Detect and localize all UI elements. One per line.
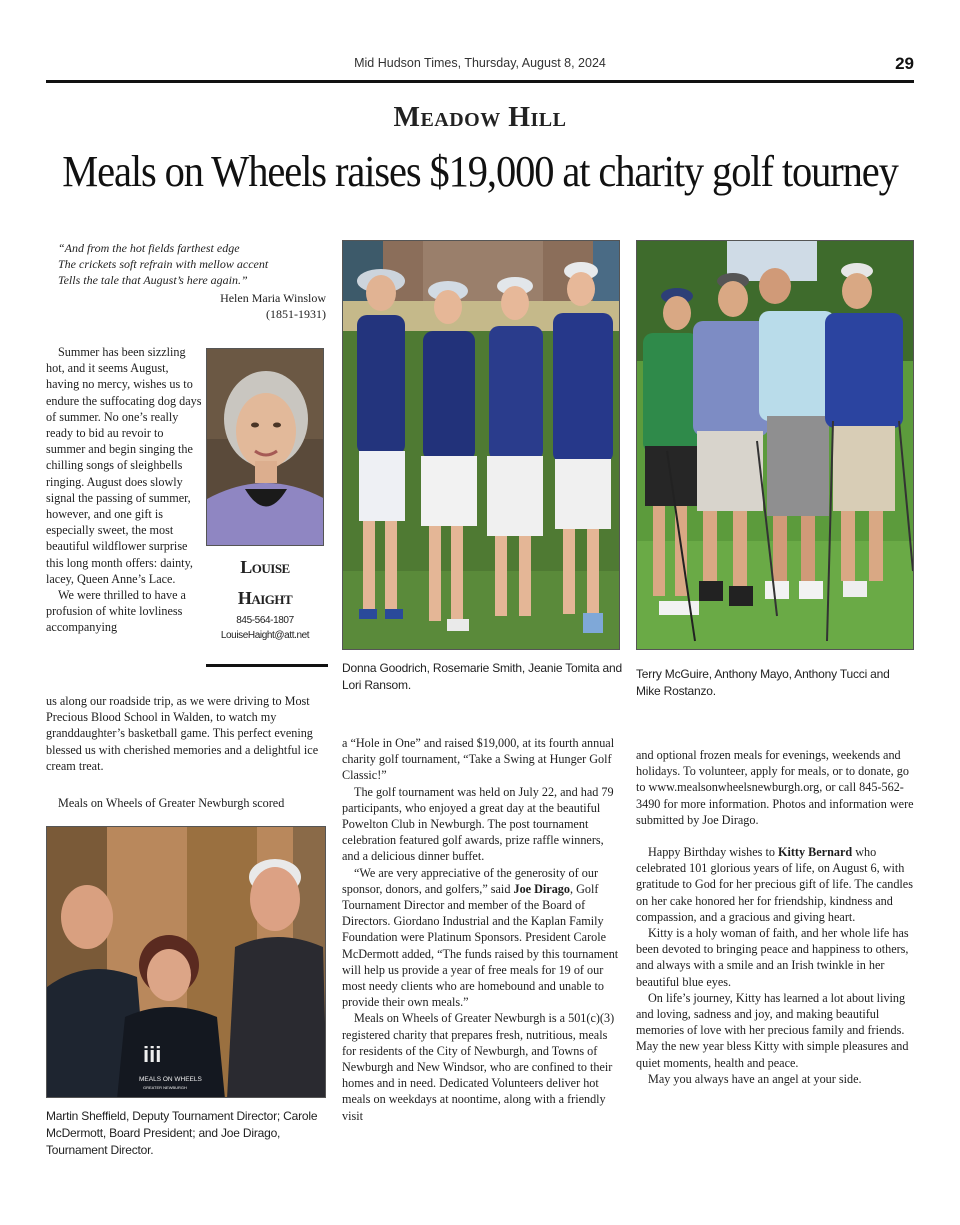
- epigraph-line: The crickets soft refrain with mellow accent: [58, 257, 269, 271]
- paragraph-gap: [636, 828, 914, 844]
- column3: [636, 747, 914, 1087]
- paragraph: [342, 865, 620, 1011]
- epigraph-line: Tells the tale that August’s here again.”: [58, 273, 248, 287]
- columnist-email[interactable]: LouiseHaight@att.net: [220, 630, 310, 641]
- epigraph: [58, 240, 326, 288]
- photo-women-golfers: [342, 240, 620, 650]
- column2: [342, 735, 620, 1124]
- paragraph: May you always have an angel at your side.: [648, 1071, 862, 1086]
- name-bold: Kitty Bernard: [778, 845, 853, 860]
- text: “We are very appreciative of the generosity of our sponsor, donors, and golfers,” said: [342, 865, 599, 896]
- caption-tournament-officials: Martin Sheffield, Deputy Tournament Director; Carole McDermott, Board President; and Joe Dirago, Tournament Director.: [46, 1109, 318, 1157]
- column1-lead: [46, 795, 326, 811]
- column1-wide: [46, 693, 326, 774]
- columnist-contact: [206, 613, 324, 643]
- caption-women-golfers: Donna Goodrich, Rosemarie Smith, Jeanie Tomita and Lori Ransom.: [342, 661, 622, 692]
- paragraph: We were thrilled to have a profusion of white lovliness accompanying: [46, 588, 186, 635]
- paragraph: and optional frozen meals for evenings, weekends and holidays. To volunteer, apply for meals, or to donate, go to www.mealsonwheelsnewburgh.org, or call 845-562-3490 for more information. Photos and information were submitted by Joe Dirago.: [636, 748, 914, 827]
- paragraph: Summer has been sizzling hot, and it seems August, having no mercy, wishes us to endure the suffocating dog days of summer. No one’s really ready to bid au revoir to summer and begin singing the chilling songs of sleighbells ringing. August does slowly signal the passing of summer, however, and one gift is especially sweet, the most beautiful wildflower surprise this long month offers: dainty, lacey, Queen Anne’s Lace.: [46, 345, 202, 586]
- epigraph-attribution: [60, 290, 326, 322]
- columnist-phone: 845-564-1807: [236, 615, 294, 626]
- photo-men-golfers: [636, 240, 914, 650]
- section-title: Meadow Hill: [393, 102, 567, 133]
- paragraph: The golf tournament was held on July 22, and had 79 participants, who enjoyed a great day at the beautiful Powelton Club in Newburgh. The post tournament celebration featured golf awards, prize raffle winners, and a delicious dinner buffet.: [342, 784, 614, 864]
- columnist-photo: [206, 348, 324, 546]
- column1-narrow: [46, 344, 204, 636]
- paragraph: a “Hole in One” and raised $19,000, at its fourth annual charity golf tournament, “Take a Swing at Hunger Golf Classic!”: [342, 736, 615, 783]
- columnist-rule: [206, 664, 328, 667]
- epigraph-years: (1851-1931): [266, 307, 326, 321]
- headline: Meals on Wheels raises $19,000 at charity golf tourney: [62, 147, 898, 196]
- epigraph-line: “And from the hot fields farthest edge: [58, 241, 240, 255]
- columnist-name: [206, 552, 324, 614]
- masthead-rule: [46, 80, 914, 83]
- publication-line: Mid Hudson Times, Thursday, August 8, 2024: [354, 56, 606, 70]
- page-number: 29: [895, 54, 914, 73]
- photo-tournament-officials: [46, 826, 326, 1098]
- svg-text:iii: iii: [143, 1042, 162, 1067]
- paragraph: On life’s journey, Kitty has learned a lot about living and loving, sadness and joy, and making beautiful memories of love with her precious family and friends. May the new year bless Kitty with simple pleasures and quiet moments, health and peace.: [636, 990, 909, 1070]
- masthead: [46, 56, 914, 78]
- name-bold: Joe Dirago: [513, 881, 570, 896]
- paragraph: Meals on Wheels of Greater Newburgh scored: [58, 796, 285, 810]
- shirt-logo: MEALS ON WHEELS: [139, 1076, 202, 1083]
- paragraph: [636, 844, 914, 925]
- shirt-logo-sub: GREATER NEWBURGH: [143, 1085, 187, 1090]
- caption-men-golfers: Terry McGuire, Anthony Mayo, Anthony Tucci and Mike Rostanzo.: [636, 667, 890, 698]
- paragraph: us along our roadside trip, as we were driving to Most Precious Blood School in Walden, to watch my granddaughter’s basketball game. This perfect evening blessed us with cherished memories and a delightful ice cream treat.: [46, 694, 319, 773]
- text: , Golf Tournament Director and member of the Board of Directors. Giordano Industrial and the Kaplan Family Foundation were Platinum Sponsors. President Carole McDermott added, “The funds raised by this tournament will help us provide a year of free meals for 19 of our most needy clients who are homebound and unable to provide their own meals.”: [342, 881, 619, 1010]
- text: Happy Birthday wishes to: [648, 845, 778, 860]
- paragraph: Meals on Wheels of Greater Newburgh is a 501(c)(3) registered charity that prepares fresh, nutritious, meals for residents of the City of Newburgh, and Towns of Newburgh and New Windsor, who are confined to their homes and in need. Dedicated Volunteers deliver hot meals on weekdays at noontime, along with a friendly visit: [342, 1011, 615, 1123]
- text: who celebrated 101 glorious years of life, on August 6, with gratitude to God for her precious gift of life. The candles on her cake honored her for friendship, kindness and compassion, and a gracious and giving heart.: [636, 845, 913, 924]
- columnist-name-first: Louise: [240, 557, 290, 577]
- paragraph: Kitty is a holy woman of faith, and her whole life has been devoted to bringing peace and happiness to others, and always with a smile and an Irish twinkle in her beautiful blue eyes.: [636, 926, 909, 989]
- epigraph-author: Helen Maria Winslow: [220, 291, 326, 305]
- columnist-name-last: Haight: [237, 588, 293, 608]
